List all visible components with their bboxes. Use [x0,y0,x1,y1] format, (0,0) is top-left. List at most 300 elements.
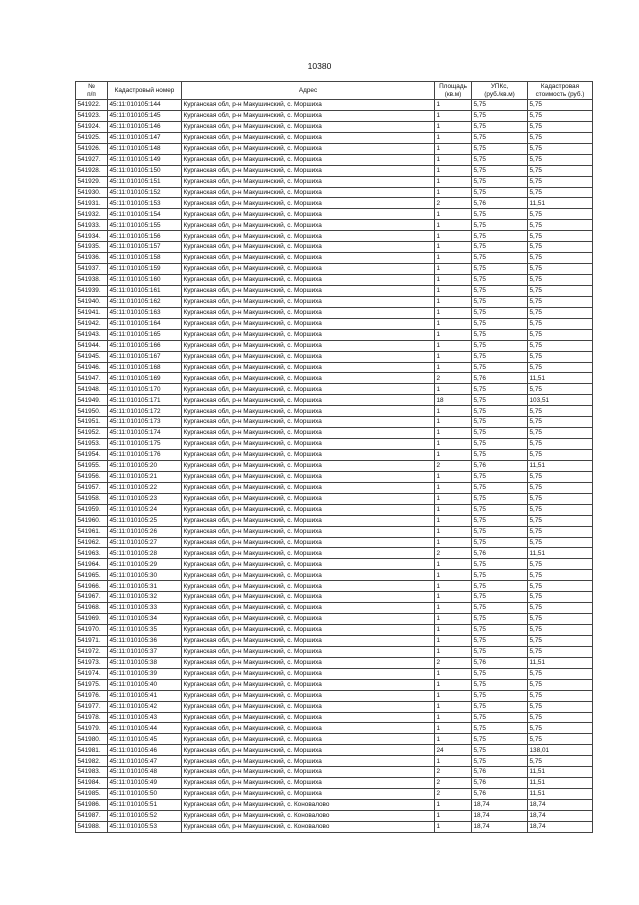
row-number: 541952. [76,428,108,439]
row-number: 541937. [76,264,108,275]
upks: 5,75 [472,614,528,625]
table-row [76,220,593,231]
upks: 5,75 [472,231,528,242]
cadastral-value: 5,75 [528,537,593,548]
table-row [76,340,593,351]
row-number: 541975. [76,679,108,690]
table-row [76,132,593,143]
area: 1 [435,625,472,636]
row-number: 541983. [76,767,108,778]
address: Курганская обл, р-н Макушинский, с. Моршиха [182,406,435,417]
row-number: 541987. [76,810,108,821]
upks: 5,75 [472,701,528,712]
area: 1 [435,428,472,439]
area: 1 [435,821,472,832]
table-row [76,154,593,165]
area: 1 [435,646,472,657]
header-number: № п/п [76,82,108,100]
cadastral-number: 45:11:010105:44 [108,723,182,734]
row-number: 541936. [76,253,108,264]
row-number: 541946. [76,362,108,373]
address: Курганская обл, р-н Макушинский, с. Моршиха [182,253,435,264]
address: Курганская обл, р-н Макушинский, с. Моршиха [182,515,435,526]
table-row [76,668,593,679]
address: Курганская обл, р-н Макушинский, с. Моршиха [182,428,435,439]
cadastral-number: 45:11:010105:152 [108,187,182,198]
table-row [76,810,593,821]
address: Курганская обл, р-н Макушинский, с. Моршиха [182,614,435,625]
address: Курганская обл, р-н Макушинский, с. Моршиха [182,778,435,789]
row-number: 541928. [76,165,108,176]
cadastral-value: 11,51 [528,767,593,778]
area: 1 [435,592,472,603]
cadastral-number: 45:11:010105:25 [108,515,182,526]
table-row [76,789,593,800]
cadastral-value: 5,75 [528,439,593,450]
table-row [76,570,593,581]
upks: 5,75 [472,592,528,603]
table-row [76,603,593,614]
upks: 5,76 [472,548,528,559]
cadastral-value: 5,75 [528,110,593,121]
area: 1 [435,110,472,121]
address: Курганская обл, р-н Макушинский, с. Моршиха [182,417,435,428]
upks: 5,75 [472,275,528,286]
row-number: 541963. [76,548,108,559]
table-row [76,734,593,745]
upks: 5,75 [472,679,528,690]
upks: 5,75 [472,318,528,329]
row-number: 541982. [76,756,108,767]
address: Курганская обл, р-н Макушинский, с. Моршиха [182,482,435,493]
cadastral-value: 5,75 [528,154,593,165]
upks: 5,75 [472,515,528,526]
cadastral-value: 5,75 [528,417,593,428]
cadastral-value: 5,75 [528,362,593,373]
row-number: 541971. [76,635,108,646]
address: Курганская обл, р-н Макушинский, с. Моршиха [182,570,435,581]
row-number: 541930. [76,187,108,198]
area: 1 [435,231,472,242]
upks: 5,75 [472,428,528,439]
upks: 5,75 [472,110,528,121]
area: 1 [435,515,472,526]
area: 1 [435,450,472,461]
upks: 5,75 [472,329,528,340]
cadastral-number: 45:11:010105:165 [108,329,182,340]
table-row [76,526,593,537]
cadastral-number: 45:11:010105:37 [108,646,182,657]
table-row [76,537,593,548]
upks: 5,75 [472,154,528,165]
address: Курганская обл, р-н Макушинский, с. Моршиха [182,592,435,603]
upks: 5,75 [472,143,528,154]
upks: 5,75 [472,296,528,307]
area: 2 [435,789,472,800]
row-number: 541974. [76,668,108,679]
address: Курганская обл, р-н Макушинский, с. Моршиха [182,712,435,723]
cadastral-value: 5,75 [528,406,593,417]
address: Курганская обл, р-н Макушинский, с. Моршиха [182,231,435,242]
cadastral-number: 45:11:010105:162 [108,296,182,307]
address: Курганская обл, р-н Макушинский, с. Моршиха [182,209,435,220]
area: 1 [435,296,472,307]
upks: 5,76 [472,789,528,800]
address: Курганская обл, р-н Макушинский, с. Моршиха [182,154,435,165]
area: 1 [435,275,472,286]
cadastral-value: 5,75 [528,143,593,154]
table-row [76,209,593,220]
cadastral-value: 5,75 [528,428,593,439]
row-number: 541923. [76,110,108,121]
cadastral-number: 45:11:010105:38 [108,657,182,668]
row-number: 541949. [76,395,108,406]
table-row [76,296,593,307]
address: Курганская обл, р-н Макушинский, с. Моршиха [182,340,435,351]
address: Курганская обл, р-н Макушинский, с. Моршиха [182,734,435,745]
cadastral-value: 11,51 [528,548,593,559]
area: 1 [435,307,472,318]
cadastral-number: 45:11:010105:166 [108,340,182,351]
area: 1 [435,504,472,515]
area: 1 [435,668,472,679]
cadastral-value: 5,75 [528,340,593,351]
cadastral-value: 5,75 [528,570,593,581]
area: 1 [435,176,472,187]
table-row [76,110,593,121]
cadastral-value: 5,75 [528,701,593,712]
cadastral-number: 45:11:010105:29 [108,559,182,570]
cadastral-number: 45:11:010105:50 [108,789,182,800]
address: Курганская обл, р-н Макушинский, с. Моршиха [182,635,435,646]
table-row [76,406,593,417]
address: Курганская обл, р-н Макушинский, с. Моршиха [182,679,435,690]
cadastral-number: 45:11:010105:26 [108,526,182,537]
address: Курганская обл, р-н Макушинский, с. Моршиха [182,756,435,767]
cadastral-value: 5,75 [528,384,593,395]
cadastral-value: 5,75 [528,712,593,723]
row-number: 541939. [76,285,108,296]
cadastral-number: 45:11:010105:41 [108,690,182,701]
table-row [76,450,593,461]
upks: 5,76 [472,767,528,778]
table-row [76,121,593,132]
table-header [76,82,593,100]
address: Курганская обл, р-н Макушинский, с. Моршиха [182,362,435,373]
area: 1 [435,493,472,504]
row-number: 541965. [76,570,108,581]
row-number: 541968. [76,603,108,614]
row-number: 541926. [76,143,108,154]
cadastral-number: 45:11:010105:43 [108,712,182,723]
table-row [76,460,593,471]
address: Курганская обл, р-н Макушинский, с. Моршиха [182,143,435,154]
upks: 5,75 [472,132,528,143]
cadastral-value: 5,75 [528,559,593,570]
upks: 5,75 [472,220,528,231]
address: Курганская обл, р-н Макушинский, с. Моршиха [182,581,435,592]
table-row [76,362,593,373]
cadastral-value: 5,75 [528,253,593,264]
table-row [76,242,593,253]
cadastral-number: 45:11:010105:174 [108,428,182,439]
row-number: 541977. [76,701,108,712]
table-row [76,592,593,603]
upks: 5,75 [472,307,528,318]
address: Курганская обл, р-н Макушинский, с. Моршиха [182,187,435,198]
upks: 5,75 [472,471,528,482]
table-row [76,723,593,734]
row-number: 541935. [76,242,108,253]
area: 1 [435,723,472,734]
cadastral-number: 45:11:010105:167 [108,351,182,362]
cadastral-value: 11,51 [528,373,593,384]
cadastral-value: 5,75 [528,504,593,515]
row-number: 541957. [76,482,108,493]
address: Курганская обл, р-н Макушинский, с. Моршиха [182,767,435,778]
upks: 5,75 [472,100,528,111]
row-number: 541955. [76,460,108,471]
cadastral-number: 45:11:010105:35 [108,625,182,636]
cadastral-value: 5,75 [528,515,593,526]
area: 24 [435,745,472,756]
row-number: 541978. [76,712,108,723]
cadastral-number: 45:11:010105:22 [108,482,182,493]
cadastral-value: 18,74 [528,810,593,821]
cadastral-number: 45:11:010105:164 [108,318,182,329]
upks: 5,75 [472,625,528,636]
row-number: 541951. [76,417,108,428]
table-row [76,198,593,209]
header-address: Адрес [182,82,435,100]
row-number: 541969. [76,614,108,625]
cadastral-value: 5,75 [528,296,593,307]
address: Курганская обл, р-н Макушинский, с. Моршиха [182,690,435,701]
table-row [76,614,593,625]
upks: 5,75 [472,712,528,723]
row-number: 541948. [76,384,108,395]
cadastral-value: 5,75 [528,603,593,614]
table-row [76,690,593,701]
row-number: 541972. [76,646,108,657]
address: Курганская обл, р-н Макушинский, с. Моршиха [182,537,435,548]
cadastral-value: 5,75 [528,581,593,592]
area: 1 [435,712,472,723]
address: Курганская обл, р-н Макушинский, с. Моршиха [182,176,435,187]
cadastral-value: 11,51 [528,198,593,209]
cadastral-number: 45:11:010105:36 [108,635,182,646]
row-number: 541929. [76,176,108,187]
address: Курганская обл, р-н Макушинский, с. Коновалово [182,810,435,821]
cadastral-number: 45:11:010105:153 [108,198,182,209]
cadastral-number: 45:11:010105:47 [108,756,182,767]
row-number: 541960. [76,515,108,526]
area: 1 [435,264,472,275]
table-row [76,285,593,296]
upks: 5,75 [472,646,528,657]
cadastral-number: 45:11:010105:147 [108,132,182,143]
address: Курганская обл, р-н Макушинский, с. Коновалово [182,800,435,811]
row-number: 541958. [76,493,108,504]
cadastral-number: 45:11:010105:169 [108,373,182,384]
cadastral-number: 45:11:010105:161 [108,285,182,296]
address: Курганская обл, р-н Макушинский, с. Моршиха [182,307,435,318]
cadastral-value: 11,51 [528,778,593,789]
upks: 5,76 [472,460,528,471]
cadastral-number: 45:11:010105:51 [108,800,182,811]
cadastral-value: 11,51 [528,657,593,668]
table-row [76,635,593,646]
area: 2 [435,778,472,789]
address: Курганская обл, р-н Макушинский, с. Моршиха [182,100,435,111]
address: Курганская обл, р-н Макушинский, с. Моршиха [182,285,435,296]
header-row [76,82,593,100]
header-cadastral-value: Кадастровая стоимость (руб.) [528,82,593,100]
cadastral-value: 5,75 [528,734,593,745]
table-row [76,318,593,329]
table-row [76,143,593,154]
row-number: 541934. [76,231,108,242]
upks: 5,76 [472,778,528,789]
cadastral-number: 45:11:010105:49 [108,778,182,789]
area: 1 [435,351,472,362]
upks: 5,75 [472,242,528,253]
address: Курганская обл, р-н Макушинский, с. Моршиха [182,493,435,504]
area: 1 [435,318,472,329]
cadastral-number: 45:11:010105:150 [108,165,182,176]
cadastral-number: 45:11:010105:154 [108,209,182,220]
area: 1 [435,242,472,253]
cadastral-value-table [75,81,593,833]
upks: 5,75 [472,165,528,176]
table-row [76,767,593,778]
area: 1 [435,121,472,132]
cadastral-number: 45:11:010105:21 [108,471,182,482]
cadastral-value: 5,75 [528,723,593,734]
address: Курганская обл, р-н Макушинский, с. Моршиха [182,723,435,734]
cadastral-value: 5,75 [528,526,593,537]
cadastral-number: 45:11:010105:20 [108,460,182,471]
cadastral-value: 5,75 [528,351,593,362]
cadastral-number: 45:11:010105:28 [108,548,182,559]
table-row [76,559,593,570]
table-row [76,428,593,439]
area: 1 [435,690,472,701]
upks: 5,75 [472,756,528,767]
area: 2 [435,657,472,668]
cadastral-value: 5,75 [528,679,593,690]
address: Курганская обл, р-н Макушинский, с. Моршиха [182,701,435,712]
cadastral-value: 5,75 [528,187,593,198]
address: Курганская обл, р-н Макушинский, с. Моршиха [182,242,435,253]
area: 2 [435,198,472,209]
row-number: 541967. [76,592,108,603]
cadastral-value: 5,75 [528,592,593,603]
cadastral-value: 5,75 [528,493,593,504]
table-row [76,482,593,493]
row-number: 541959. [76,504,108,515]
upks: 5,75 [472,340,528,351]
row-number: 541942. [76,318,108,329]
row-number: 541976. [76,690,108,701]
area: 1 [435,635,472,646]
cadastral-number: 45:11:010105:33 [108,603,182,614]
table-row [76,373,593,384]
cadastral-number: 45:11:010105:144 [108,100,182,111]
header-area: Площадь (кв.м) [435,82,472,100]
table-row [76,800,593,811]
upks: 5,76 [472,198,528,209]
address: Курганская обл, р-н Макушинский, с. Моршиха [182,220,435,231]
area: 1 [435,734,472,745]
cadastral-number: 45:11:010105:145 [108,110,182,121]
table-row [76,625,593,636]
upks: 18,74 [472,810,528,821]
cadastral-value: 5,75 [528,318,593,329]
table-row [76,701,593,712]
area: 1 [435,570,472,581]
area: 1 [435,537,472,548]
table-row [76,439,593,450]
area: 1 [435,132,472,143]
cadastral-number: 45:11:010105:46 [108,745,182,756]
cadastral-value: 5,75 [528,625,593,636]
address: Курганская обл, р-н Макушинский, с. Моршиха [182,559,435,570]
upks: 5,75 [472,504,528,515]
table-row [76,176,593,187]
table-body [76,100,593,833]
cadastral-number: 45:11:010105:32 [108,592,182,603]
cadastral-value: 5,75 [528,231,593,242]
upks: 5,75 [472,351,528,362]
cadastral-value: 5,75 [528,264,593,275]
upks: 18,74 [472,800,528,811]
table-row [76,471,593,482]
row-number: 541970. [76,625,108,636]
cadastral-number: 45:11:010105:53 [108,821,182,832]
cadastral-number: 45:11:010105:146 [108,121,182,132]
upks: 5,75 [472,285,528,296]
address: Курганская обл, р-н Макушинский, с. Моршиха [182,450,435,461]
area: 1 [435,603,472,614]
row-number: 541941. [76,307,108,318]
upks: 5,75 [472,187,528,198]
cadastral-value: 5,75 [528,275,593,286]
cadastral-number: 45:11:010105:156 [108,231,182,242]
area: 1 [435,406,472,417]
row-number: 541944. [76,340,108,351]
row-number: 541953. [76,439,108,450]
cadastral-number: 45:11:010105:171 [108,395,182,406]
area: 1 [435,285,472,296]
cadastral-number: 45:11:010105:27 [108,537,182,548]
address: Курганская обл, р-н Макушинский, с. Моршиха [182,745,435,756]
address: Курганская обл, р-н Макушинский, с. Моршиха [182,264,435,275]
area: 1 [435,143,472,154]
header-cadastral-number: Кадастровый номер [108,82,182,100]
table-row [76,712,593,723]
table-row [76,581,593,592]
upks: 5,75 [472,121,528,132]
area: 1 [435,559,472,570]
area: 2 [435,548,472,559]
cadastral-value: 5,75 [528,690,593,701]
row-number: 541984. [76,778,108,789]
cadastral-value: 5,75 [528,121,593,132]
upks: 5,76 [472,373,528,384]
cadastral-value: 5,75 [528,756,593,767]
address: Курганская обл, р-н Макушинский, с. Моршиха [182,296,435,307]
